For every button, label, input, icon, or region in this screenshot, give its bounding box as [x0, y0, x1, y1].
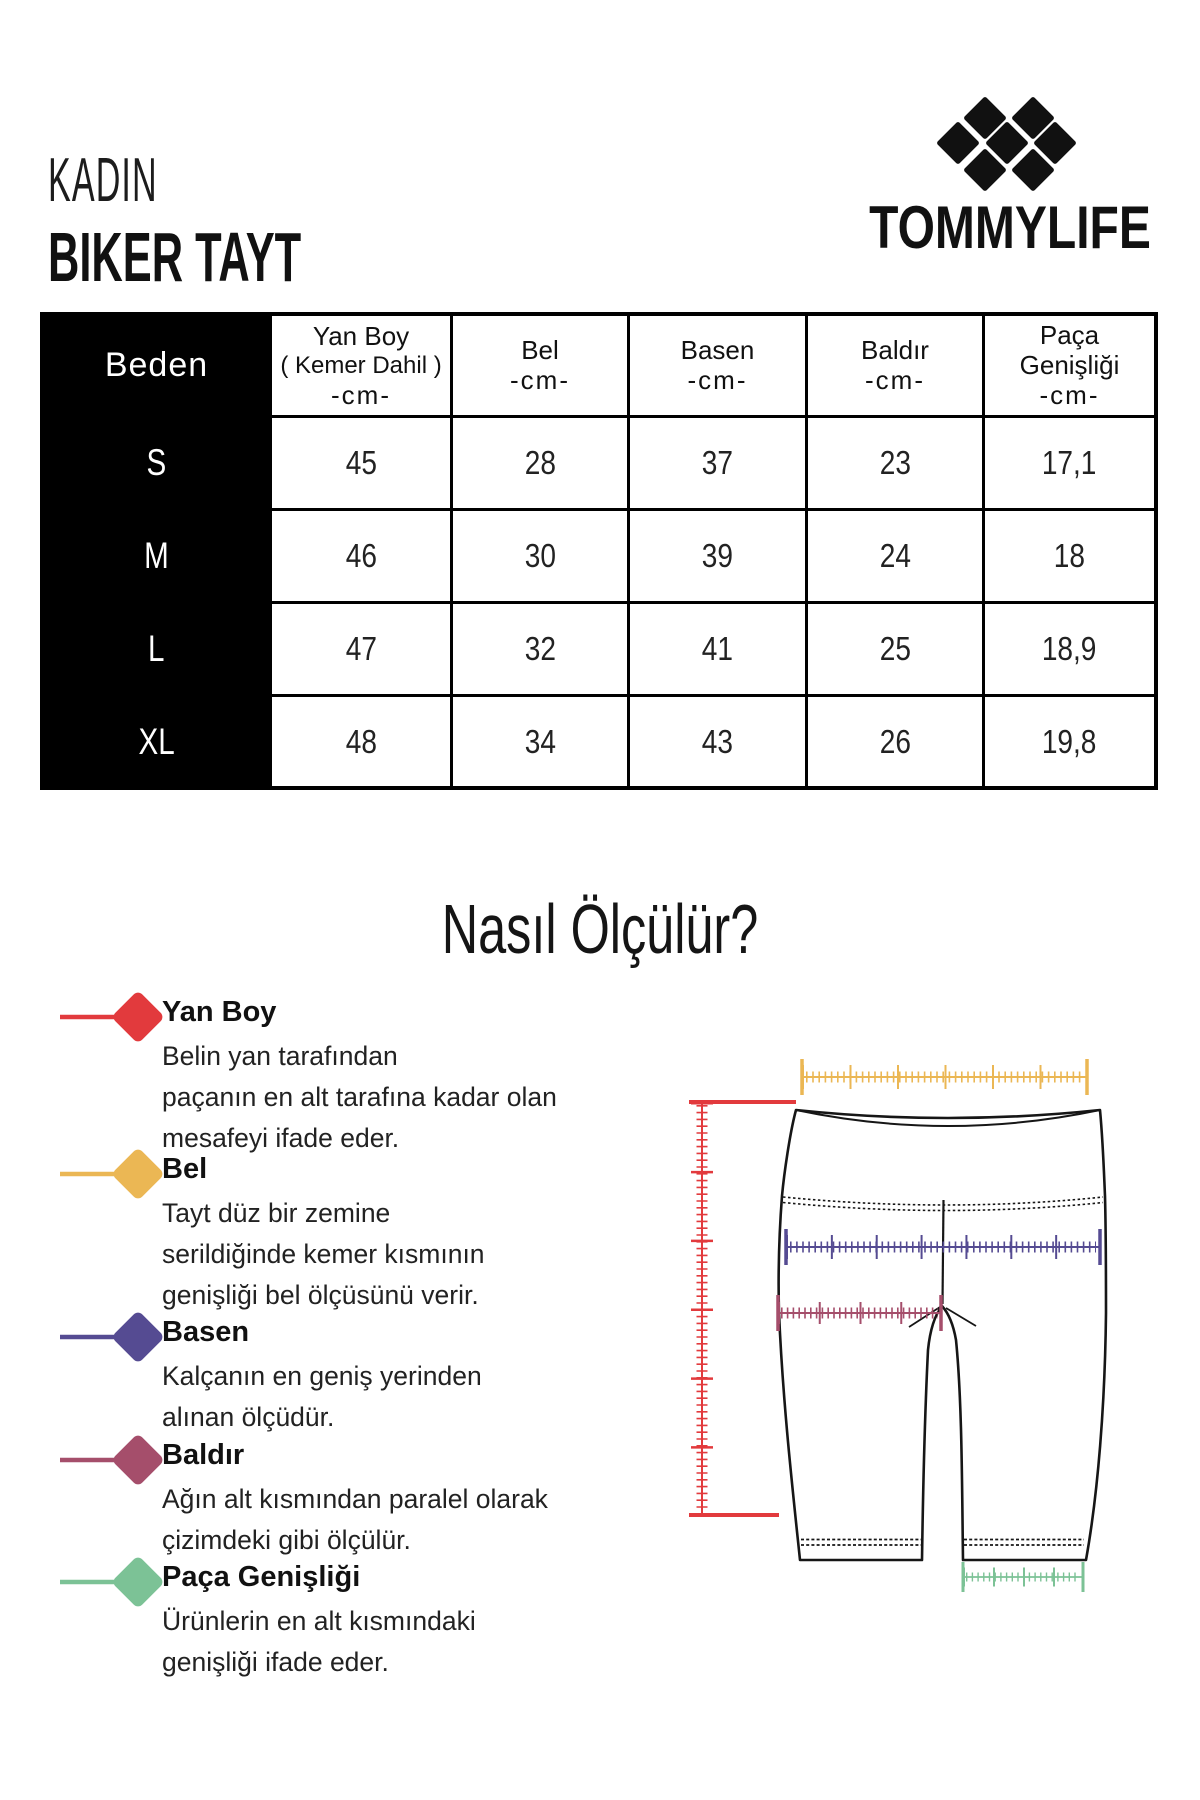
- table-cell: 39: [630, 511, 805, 601]
- brand-name: TOMMYLIFE: [869, 194, 1151, 261]
- table-cell: 18: [985, 511, 1154, 601]
- legend-name: Basen: [162, 1316, 250, 1348]
- legend-item-bel: Bel Tayt düz bir zemine serildiğinde kemer kısmının genişliği bel ölçüsünü verir.: [58, 1152, 598, 1316]
- table-cell: 43: [630, 697, 805, 786]
- table-cell: 18,9: [985, 604, 1154, 694]
- row-label-l: L: [44, 604, 269, 694]
- tommylife-diamonds-logo-icon: [930, 86, 1090, 204]
- table-cell: 25: [808, 604, 982, 694]
- shorts-outline: [779, 1110, 1106, 1560]
- column-header-baldir: Baldır -cm-: [808, 316, 982, 415]
- biker-shorts-measure-diagram: [600, 1030, 1200, 1670]
- table-cell: 23: [808, 418, 982, 508]
- row-label-xl: XL: [44, 697, 269, 786]
- row-label-m: M: [44, 511, 269, 601]
- table-cell: 19,8: [985, 697, 1154, 786]
- table-cell: 47: [272, 604, 450, 694]
- column-header-basen: Basen -cm-: [630, 316, 805, 415]
- legend-name: Yan Boy: [162, 996, 277, 1028]
- paca-genisligi-diamond-icon: [58, 1550, 183, 1616]
- column-header-yan-boy: Yan Boy ( Kemer Dahil ) -cm-: [272, 316, 450, 415]
- table-cell: 48: [272, 697, 450, 786]
- paca-genisligi-ruler: [963, 1562, 1083, 1592]
- basen-diamond-icon: [58, 1305, 183, 1371]
- table-cell: 17,1: [985, 418, 1154, 508]
- row-label-s: S: [44, 418, 269, 508]
- legend-item-basen: Basen Kalçanın en geniş yerinden alınan ölçüdür.: [58, 1315, 598, 1438]
- legend-item-baldir: Baldır Ağın alt kısmından paralel olarak çizimdeki gibi ölçülür.: [58, 1438, 598, 1561]
- baldir-diamond-icon: [58, 1428, 183, 1494]
- yan-boy-diamond-icon: [58, 985, 183, 1051]
- table-cell: 30: [453, 511, 627, 601]
- column-header-bel: Bel -cm-: [453, 316, 627, 415]
- category-title: KADIN: [48, 146, 158, 215]
- bel-ruler: [802, 1059, 1087, 1095]
- table-cell: 28: [453, 418, 627, 508]
- size-table-corner: [44, 316, 269, 415]
- table-cell: 34: [453, 697, 627, 786]
- how-to-measure-title: Nasıl Ölçülür?: [441, 890, 759, 968]
- legend-name: Bel: [162, 1153, 208, 1185]
- table-cell: 45: [272, 418, 450, 508]
- legend-item-yan-boy: Yan Boy Belin yan tarafından paçanın en alt tarafına kadar olan mesafeyi ifade eder.: [58, 995, 598, 1159]
- bel-diamond-icon: [58, 1142, 183, 1208]
- column-header-paca-genisligi: Paça Genişliği -cm-: [985, 316, 1154, 415]
- table-cell: 41: [630, 604, 805, 694]
- table-cell: 24: [808, 511, 982, 601]
- legend-name: Paça Genişliği: [162, 1561, 361, 1593]
- table-cell: 32: [453, 604, 627, 694]
- size-table: [40, 312, 1158, 790]
- table-cell: 26: [808, 697, 982, 786]
- product-title: BIKER TAYT: [48, 218, 302, 296]
- table-cell: 46: [272, 511, 450, 601]
- legend-item-paca-genisligi: Paça Genişliği Ürünlerin en alt kısmındaki genişliği ifade eder.: [58, 1560, 598, 1683]
- legend-name: Baldır: [162, 1439, 245, 1471]
- corner-label: Beden: [104, 346, 209, 384]
- table-cell: 37: [630, 418, 805, 508]
